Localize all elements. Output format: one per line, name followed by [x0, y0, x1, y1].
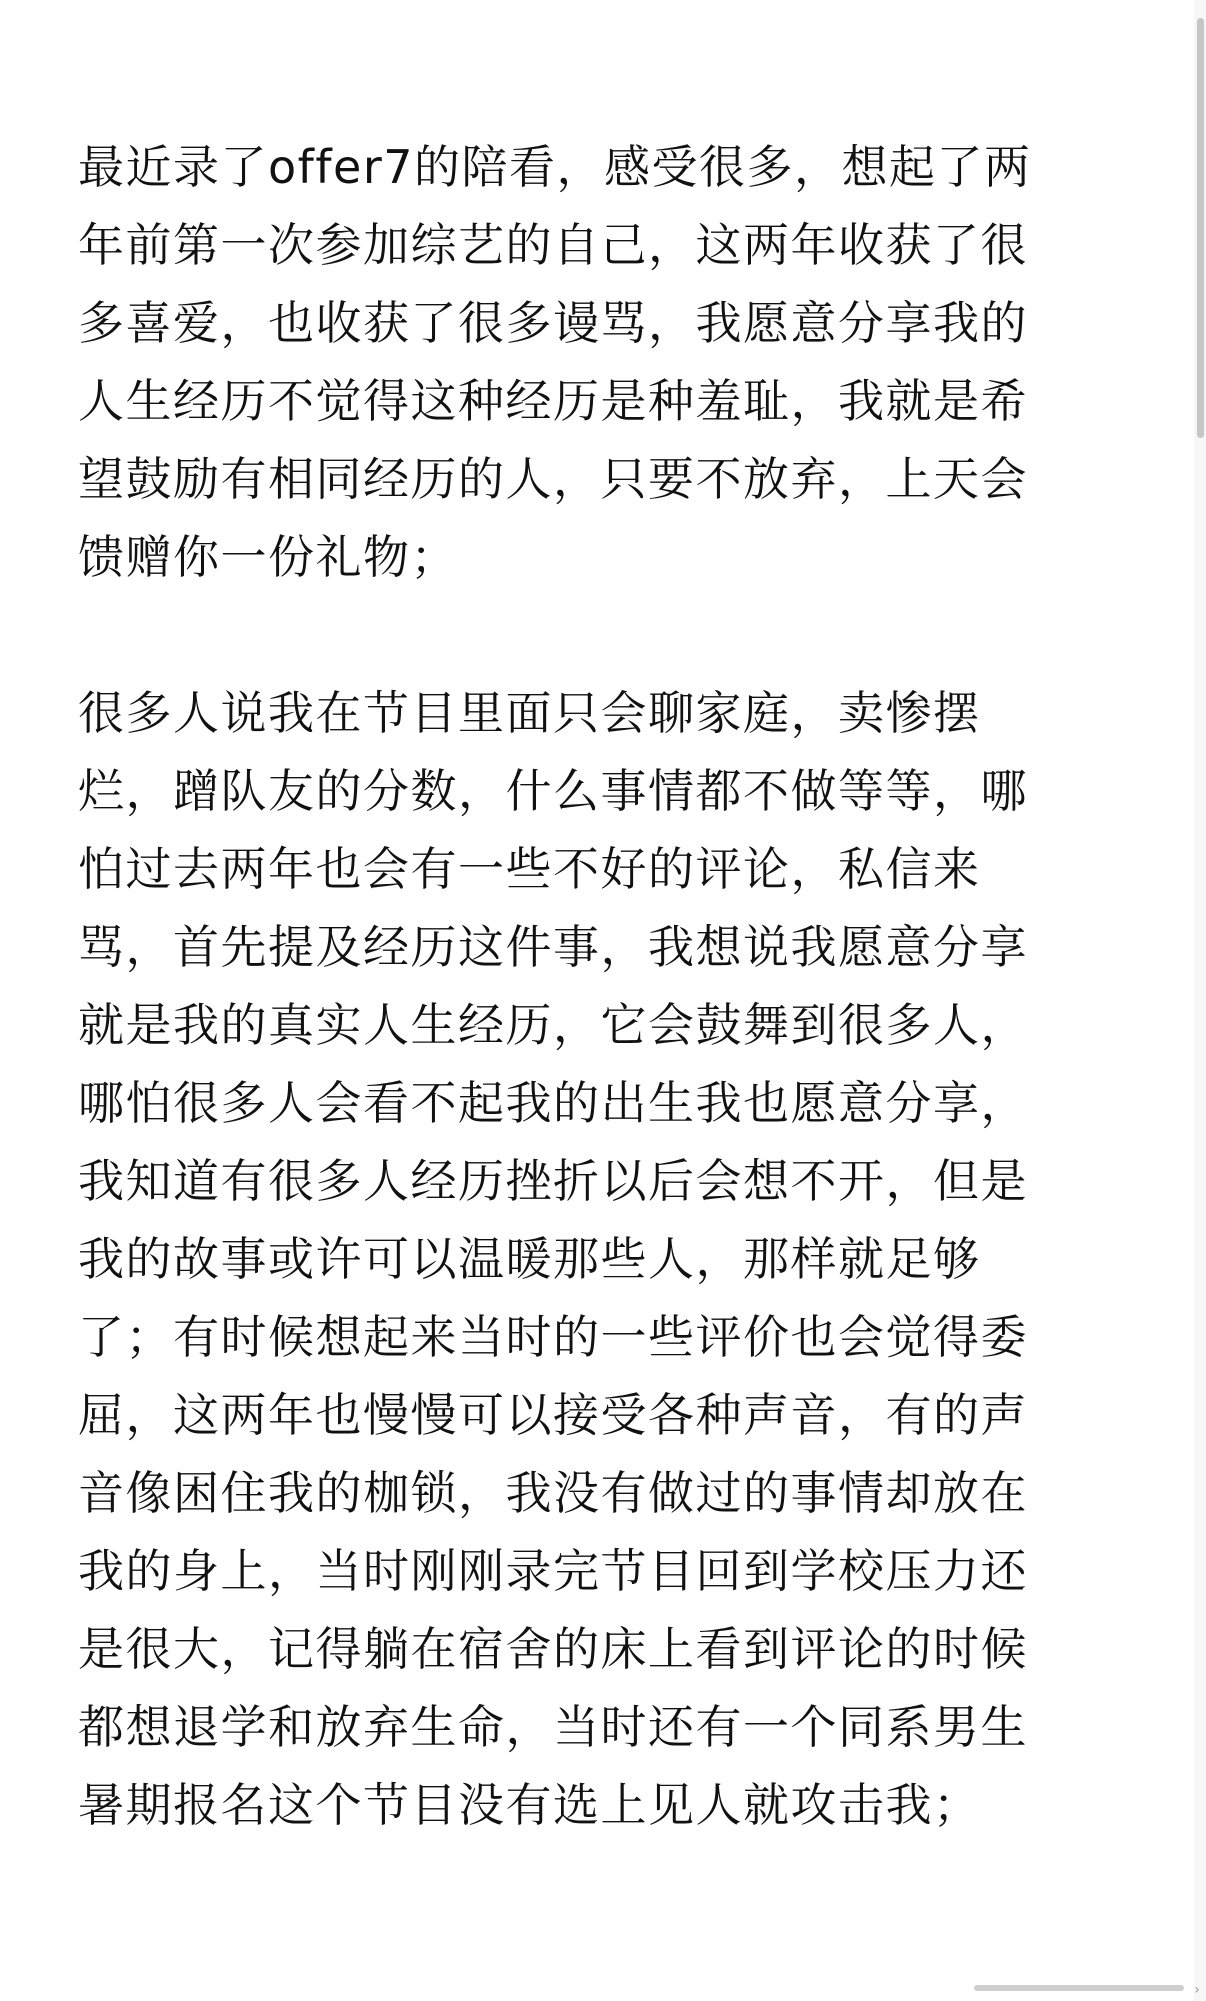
text-line: 我知道有很多人经历挫折以后会想不开，但是: [78, 1154, 1028, 1208]
text-line: 馈赠你一份礼物；: [78, 530, 458, 584]
text-line: 烂，蹭队友的分数，什么事情都不做等等，哪: [78, 764, 1028, 818]
horizontal-scrollbar-thumb[interactable]: [974, 1985, 1184, 1991]
text-line: 了；有时候想起来当时的一些评价也会觉得委: [78, 1310, 1028, 1364]
text-line: 人生经历不觉得这种经历是种羞耻，我就是希: [78, 374, 1028, 428]
text-line: 我的故事或许可以温暖那些人，那样就足够: [78, 1232, 981, 1286]
text-line: 年前第一次参加综艺的自己，这两年收获了很: [78, 218, 1028, 272]
text-line: 暑期报名这个节目没有选上见人就攻击我；: [78, 1778, 981, 1832]
vertical-scrollbar-thumb[interactable]: [1197, 18, 1204, 438]
paragraph-1: [78, 128, 1108, 596]
text-line: 望鼓励有相同经历的人，只要不放弃，上天会: [78, 452, 1028, 506]
text-line: 怕过去两年也会有一些不好的评论，私信来: [78, 842, 981, 896]
text-line: 屈，这两年也慢慢可以接受各种声音，有的声: [78, 1388, 1028, 1442]
text-line: 多喜爱，也收获了很多谩骂，我愿意分享我的: [78, 296, 1028, 350]
text-line: 哪怕很多人会看不起我的出生我也愿意分享，: [78, 1076, 1028, 1130]
text-line: 很多人说我在节目里面只会聊家庭，卖惨摆: [78, 686, 981, 740]
text-line: 最近录了offer7的陪看，感受很多，想起了两: [78, 140, 1032, 194]
text-line: 就是我的真实人生经历，它会鼓舞到很多人，: [78, 998, 1028, 1052]
scroll-right-arrow-icon[interactable]: ›: [1194, 1982, 1200, 1998]
vertical-scrollbar[interactable]: [1194, 0, 1206, 2001]
text-line: 我的身上，当时刚刚录完节目回到学校压力还: [78, 1544, 1028, 1598]
text-line: 骂，首先提及经历这件事，我想说我愿意分享: [78, 920, 1028, 974]
paragraph-spacer: [78, 596, 1108, 674]
article-body: [78, 128, 1108, 1844]
text-line: 音像困住我的枷锁，我没有做过的事情却放在: [78, 1466, 1028, 1520]
paragraph-2: [78, 674, 1108, 1844]
text-line: 都想退学和放弃生命，当时还有一个同系男生: [78, 1700, 1028, 1754]
text-line: 是很大，记得躺在宿舍的床上看到评论的时候: [78, 1622, 1028, 1676]
